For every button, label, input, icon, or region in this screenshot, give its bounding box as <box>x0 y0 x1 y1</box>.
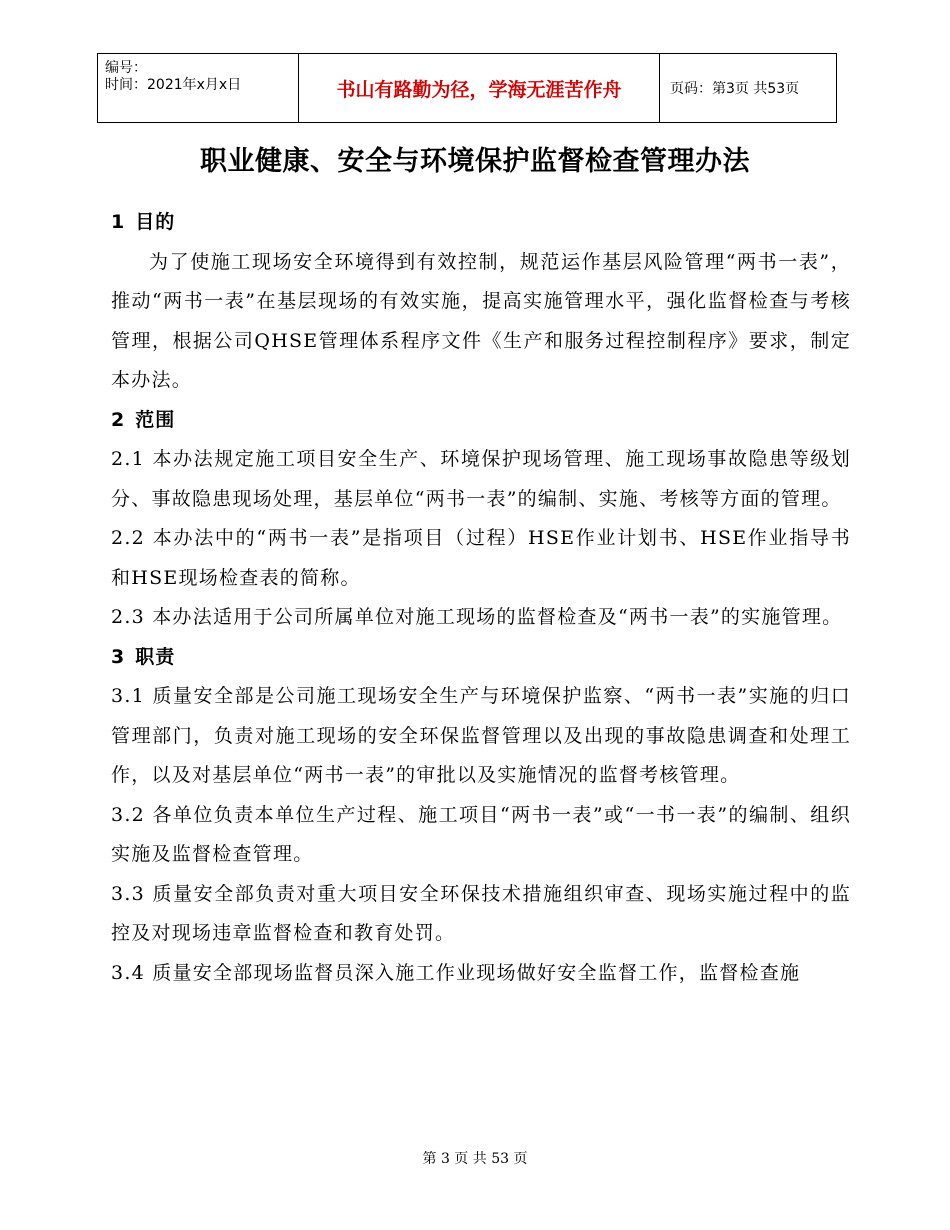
paragraph: 2.3 本办法适用于公司所属单位对施工现场的监督检查及“两书一表”的实施管理。 <box>111 606 843 628</box>
paragraph: 2.1 本办法规定施工项目安全生产、环境保护现场管理、施工现场事故隐患等级划分、事故隐患现场处理，基层单位“两书一表”的编制、实施、考核等方面的管理。 <box>111 448 851 510</box>
section-number: 3 <box>111 645 126 668</box>
document-body <box>111 203 851 993</box>
section-heading-2 <box>111 401 851 441</box>
section-number: 1 <box>111 211 126 233</box>
paragraph: 3.3 质量安全部负责对重大项目安全环保技术措施组织审查、现场实施过程中的监控及对现场违章监督检查和教育处罚。 <box>111 882 851 944</box>
serial-label: 编号： <box>105 60 147 76</box>
header-motto: 书山有路勤为径，学海无涯苦作舟 <box>299 54 660 123</box>
section-heading-1 <box>111 203 851 243</box>
paragraph: 3.2 各单位负责本单位生产过程、施工项目“两书一表”或“一书一表”的编制、组织实施及监督检查管理。 <box>111 803 851 865</box>
paragraph: 3.4 质量安全部现场监督员深入施工作业现场做好安全监督工作，监督检查施 <box>111 961 801 984</box>
header-table <box>97 53 837 123</box>
time-label: 时间：2021年x月x日 <box>105 77 242 93</box>
section-title: 职责 <box>135 645 176 668</box>
section-title: 目的 <box>135 211 176 233</box>
header-meta-cell <box>98 54 299 123</box>
paragraph: 3.1 质量安全部是公司施工现场安全生产与环境保护监察、“两书一表”实施的归口管理部门，负责对施工现场的安全环保监督管理以及出现的事故隐患调查和处理工作，以及对基层单位“两书一表”的审批以及实施情况的监督考核管理。 <box>111 685 851 786</box>
document-title: 职业健康、安全与环境保护监督检查管理办法 <box>200 146 750 177</box>
header-page-info: 页码：第3页 共53页 <box>660 54 837 123</box>
paragraph: 2.2 本办法中的“两书一表”是指项目（过程）HSE作业计划书、HSE作业指导书和HSE现场检查表的简称。 <box>111 527 851 589</box>
section-title: 范围 <box>135 408 176 431</box>
section-heading-3 <box>111 638 851 678</box>
section-number: 2 <box>111 408 126 431</box>
page-footer: 第 3 页 共 53 页 <box>422 1151 528 1167</box>
paragraph: 为了使施工现场安全环境得到有效控制，规范运作基层风险管理“两书一表”，推动“两书一表”在基层现场的有效实施，提高实施管理水平，强化监督检查与考核管理，根据公司QHSE管理体系程序文件《生产和服务过程控制程序》要求，制定本办法。 <box>111 250 851 391</box>
